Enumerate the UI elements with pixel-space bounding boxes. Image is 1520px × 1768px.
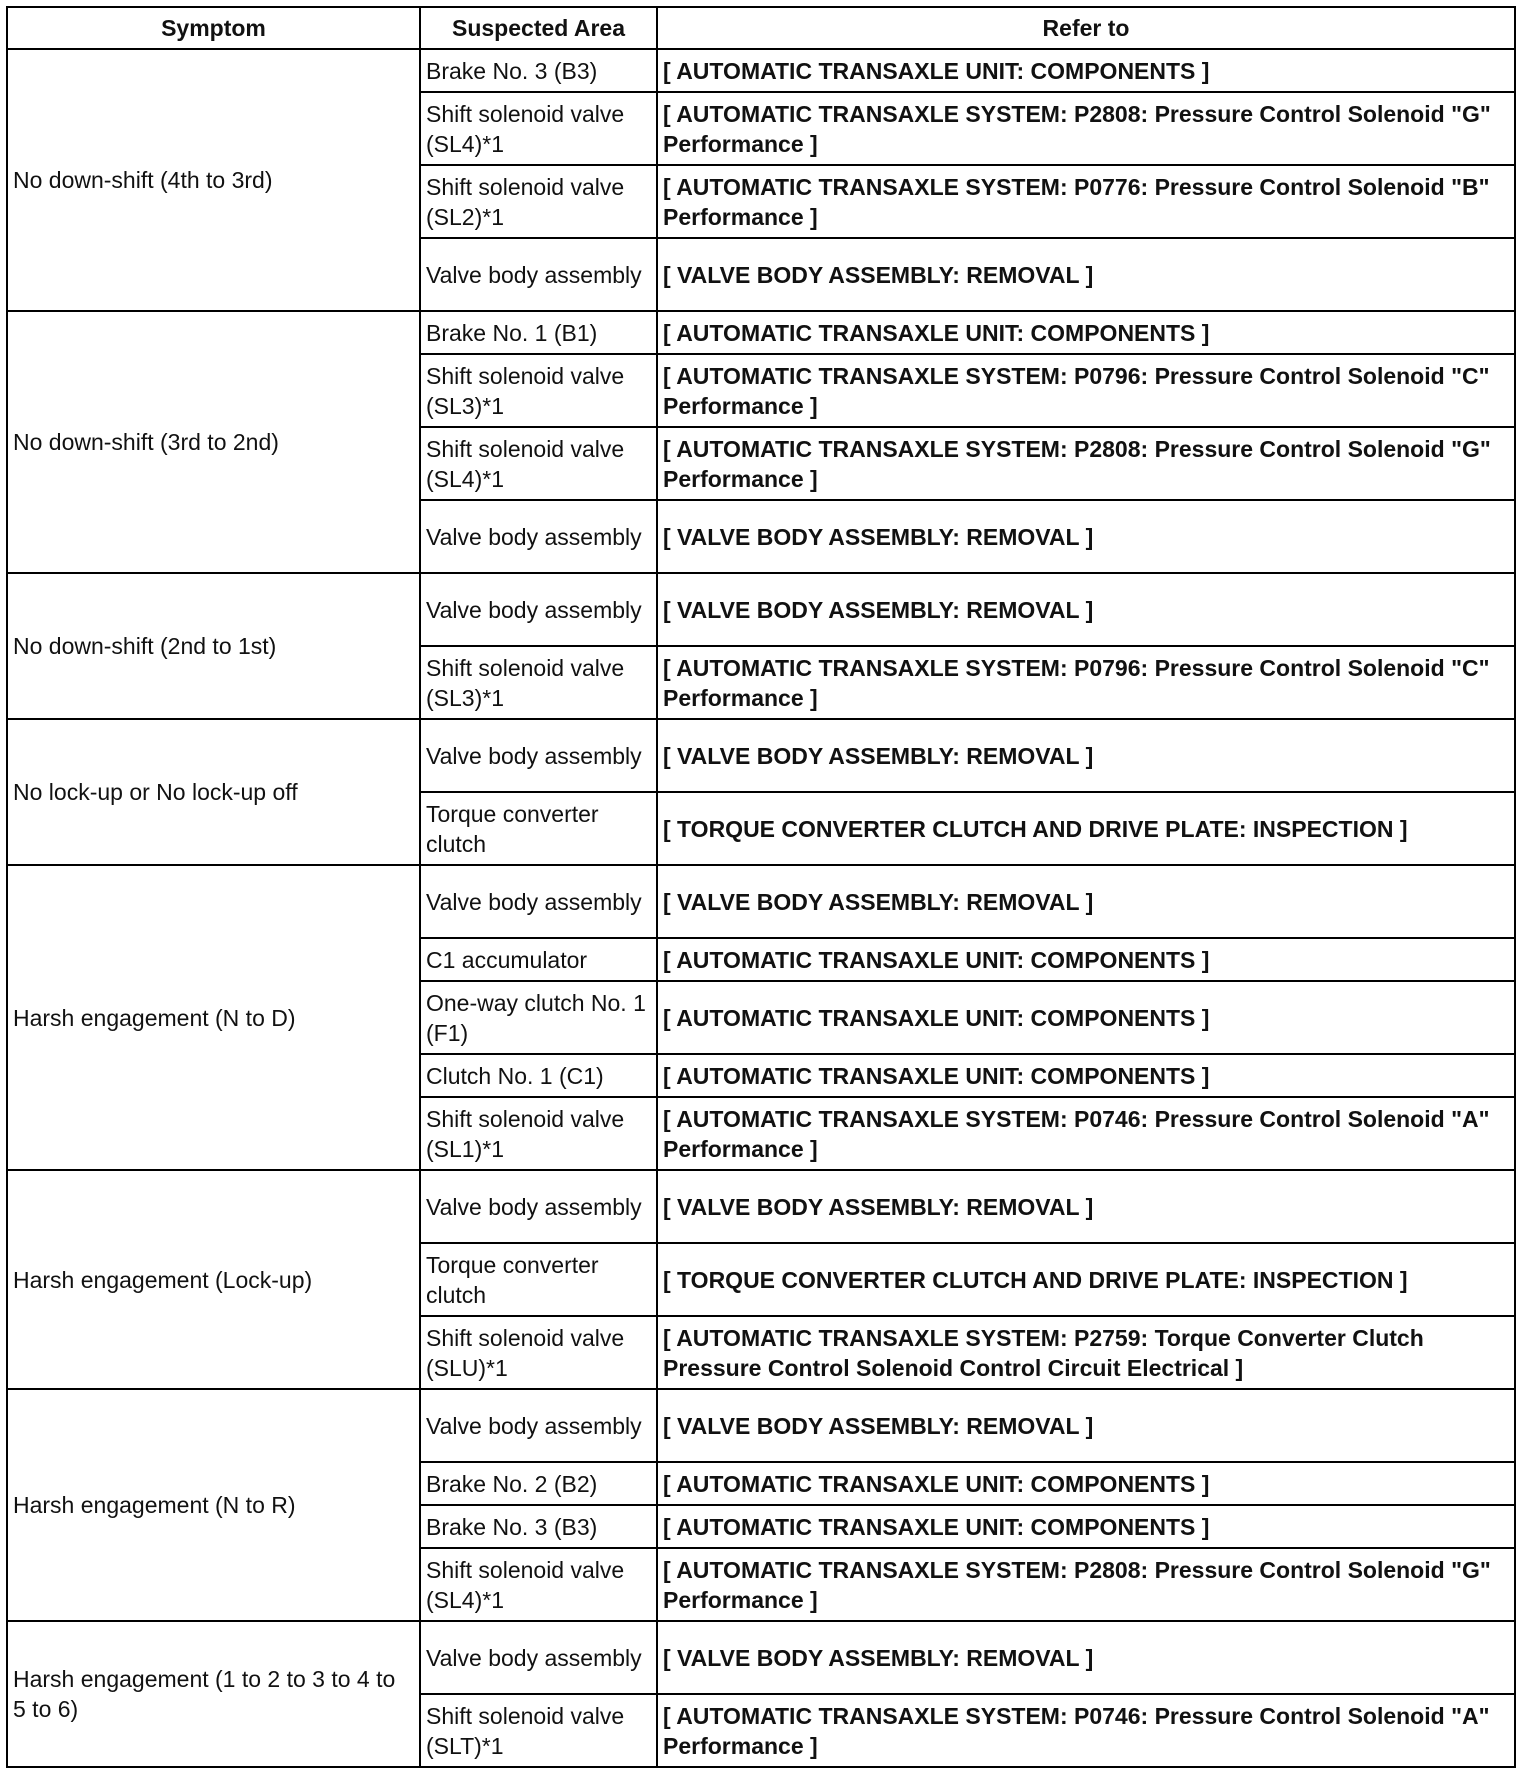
symptom-cell: Harsh engagement (N to D) [7, 865, 420, 1170]
refer-to-link[interactable]: [ VALVE BODY ASSEMBLY: REMOVAL ] [657, 573, 1515, 646]
symptom-cell: Harsh engagement (1 to 2 to 3 to 4 to 5 to 6) [7, 1621, 420, 1767]
refer-to-link[interactable]: [ AUTOMATIC TRANSAXLE SYSTEM: P2808: Pressure Control Solenoid "G" Performance ] [657, 1548, 1515, 1621]
suspected-area-cell: Valve body assembly [420, 238, 657, 311]
refer-to-link[interactable]: [ VALVE BODY ASSEMBLY: REMOVAL ] [657, 1621, 1515, 1694]
suspected-area-cell: Valve body assembly [420, 1621, 657, 1694]
suspected-area-cell: Valve body assembly [420, 1170, 657, 1243]
symptom-cell: No lock-up or No lock-up off [7, 719, 420, 865]
refer-to-link[interactable]: [ AUTOMATIC TRANSAXLE UNIT: COMPONENTS ] [657, 1054, 1515, 1097]
suspected-area-cell: Shift solenoid valve (SL3)*1 [420, 354, 657, 427]
table-row [7, 1621, 1515, 1694]
suspected-area-cell: Shift solenoid valve (SLT)*1 [420, 1694, 657, 1767]
refer-to-link[interactable]: [ AUTOMATIC TRANSAXLE SYSTEM: P0796: Pressure Control Solenoid "C" Performance ] [657, 354, 1515, 427]
troubleshooting-table-container [6, 6, 1516, 1768]
refer-to-link[interactable]: [ AUTOMATIC TRANSAXLE UNIT: COMPONENTS ] [657, 938, 1515, 981]
refer-to-link[interactable]: [ VALVE BODY ASSEMBLY: REMOVAL ] [657, 1389, 1515, 1462]
suspected-area-cell: Brake No. 3 (B3) [420, 1505, 657, 1548]
refer-to-link[interactable]: [ TORQUE CONVERTER CLUTCH AND DRIVE PLATE: INSPECTION ] [657, 792, 1515, 865]
symptom-cell: Harsh engagement (N to R) [7, 1389, 420, 1621]
suspected-area-cell: Torque converter clutch [420, 792, 657, 865]
refer-to-link[interactable]: [ AUTOMATIC TRANSAXLE SYSTEM: P0746: Pressure Control Solenoid "A" Performance ] [657, 1097, 1515, 1170]
header-suspected-area: Suspected Area [420, 7, 657, 49]
suspected-area-cell: Brake No. 3 (B3) [420, 49, 657, 92]
suspected-area-cell: Valve body assembly [420, 1389, 657, 1462]
suspected-area-cell: One-way clutch No. 1 (F1) [420, 981, 657, 1054]
refer-to-link[interactable]: [ VALVE BODY ASSEMBLY: REMOVAL ] [657, 500, 1515, 573]
symptom-cell: No down-shift (4th to 3rd) [7, 49, 420, 311]
refer-to-link[interactable]: [ TORQUE CONVERTER CLUTCH AND DRIVE PLATE: INSPECTION ] [657, 1243, 1515, 1316]
suspected-area-cell: Brake No. 1 (B1) [420, 311, 657, 354]
suspected-area-cell: C1 accumulator [420, 938, 657, 981]
refer-to-link[interactable]: [ AUTOMATIC TRANSAXLE UNIT: COMPONENTS ] [657, 311, 1515, 354]
symptom-cell: No down-shift (2nd to 1st) [7, 573, 420, 719]
refer-to-link[interactable]: [ AUTOMATIC TRANSAXLE SYSTEM: P0746: Pressure Control Solenoid "A" Performance ] [657, 1694, 1515, 1767]
refer-to-link[interactable]: [ AUTOMATIC TRANSAXLE SYSTEM: P2808: Pressure Control Solenoid "G" Performance ] [657, 92, 1515, 165]
header-symptom: Symptom [7, 7, 420, 49]
table-row [7, 311, 1515, 354]
table-row [7, 719, 1515, 792]
suspected-area-cell: Clutch No. 1 (C1) [420, 1054, 657, 1097]
refer-to-link[interactable]: [ AUTOMATIC TRANSAXLE SYSTEM: P2808: Pressure Control Solenoid "G" Performance ] [657, 427, 1515, 500]
refer-to-link[interactable]: [ VALVE BODY ASSEMBLY: REMOVAL ] [657, 865, 1515, 938]
suspected-area-cell: Valve body assembly [420, 719, 657, 792]
suspected-area-cell: Valve body assembly [420, 865, 657, 938]
header-refer-to: Refer to [657, 7, 1515, 49]
refer-to-link[interactable]: [ AUTOMATIC TRANSAXLE UNIT: COMPONENTS ] [657, 981, 1515, 1054]
refer-to-link[interactable]: [ VALVE BODY ASSEMBLY: REMOVAL ] [657, 1170, 1515, 1243]
table-row [7, 1170, 1515, 1243]
refer-to-link[interactable]: [ AUTOMATIC TRANSAXLE SYSTEM: P2759: Torque Converter Clutch Pressure Control Solenoid Control Circuit Electrical ] [657, 1316, 1515, 1389]
symptom-cell: Harsh engagement (Lock-up) [7, 1170, 420, 1389]
refer-to-link[interactable]: [ VALVE BODY ASSEMBLY: REMOVAL ] [657, 238, 1515, 311]
troubleshooting-table [6, 6, 1516, 1768]
suspected-area-cell: Shift solenoid valve (SL1)*1 [420, 1097, 657, 1170]
table-row [7, 573, 1515, 646]
suspected-area-cell: Shift solenoid valve (SL4)*1 [420, 427, 657, 500]
refer-to-link[interactable]: [ AUTOMATIC TRANSAXLE UNIT: COMPONENTS ] [657, 49, 1515, 92]
refer-to-link[interactable]: [ AUTOMATIC TRANSAXLE SYSTEM: P0796: Pressure Control Solenoid "C" Performance ] [657, 646, 1515, 719]
suspected-area-cell: Shift solenoid valve (SL3)*1 [420, 646, 657, 719]
table-row [7, 1389, 1515, 1462]
suspected-area-cell: Shift solenoid valve (SLU)*1 [420, 1316, 657, 1389]
table-row [7, 49, 1515, 92]
suspected-area-cell: Valve body assembly [420, 500, 657, 573]
refer-to-link[interactable]: [ AUTOMATIC TRANSAXLE UNIT: COMPONENTS ] [657, 1505, 1515, 1548]
header-row [7, 7, 1515, 49]
suspected-area-cell: Shift solenoid valve (SL4)*1 [420, 92, 657, 165]
refer-to-link[interactable]: [ AUTOMATIC TRANSAXLE SYSTEM: P0776: Pressure Control Solenoid "B" Performance ] [657, 165, 1515, 238]
symptom-cell: No down-shift (3rd to 2nd) [7, 311, 420, 573]
suspected-area-cell: Shift solenoid valve (SL2)*1 [420, 165, 657, 238]
refer-to-link[interactable]: [ VALVE BODY ASSEMBLY: REMOVAL ] [657, 719, 1515, 792]
suspected-area-cell: Shift solenoid valve (SL4)*1 [420, 1548, 657, 1621]
suspected-area-cell: Brake No. 2 (B2) [420, 1462, 657, 1505]
suspected-area-cell: Valve body assembly [420, 573, 657, 646]
suspected-area-cell: Torque converter clutch [420, 1243, 657, 1316]
refer-to-link[interactable]: [ AUTOMATIC TRANSAXLE UNIT: COMPONENTS ] [657, 1462, 1515, 1505]
table-row [7, 865, 1515, 938]
